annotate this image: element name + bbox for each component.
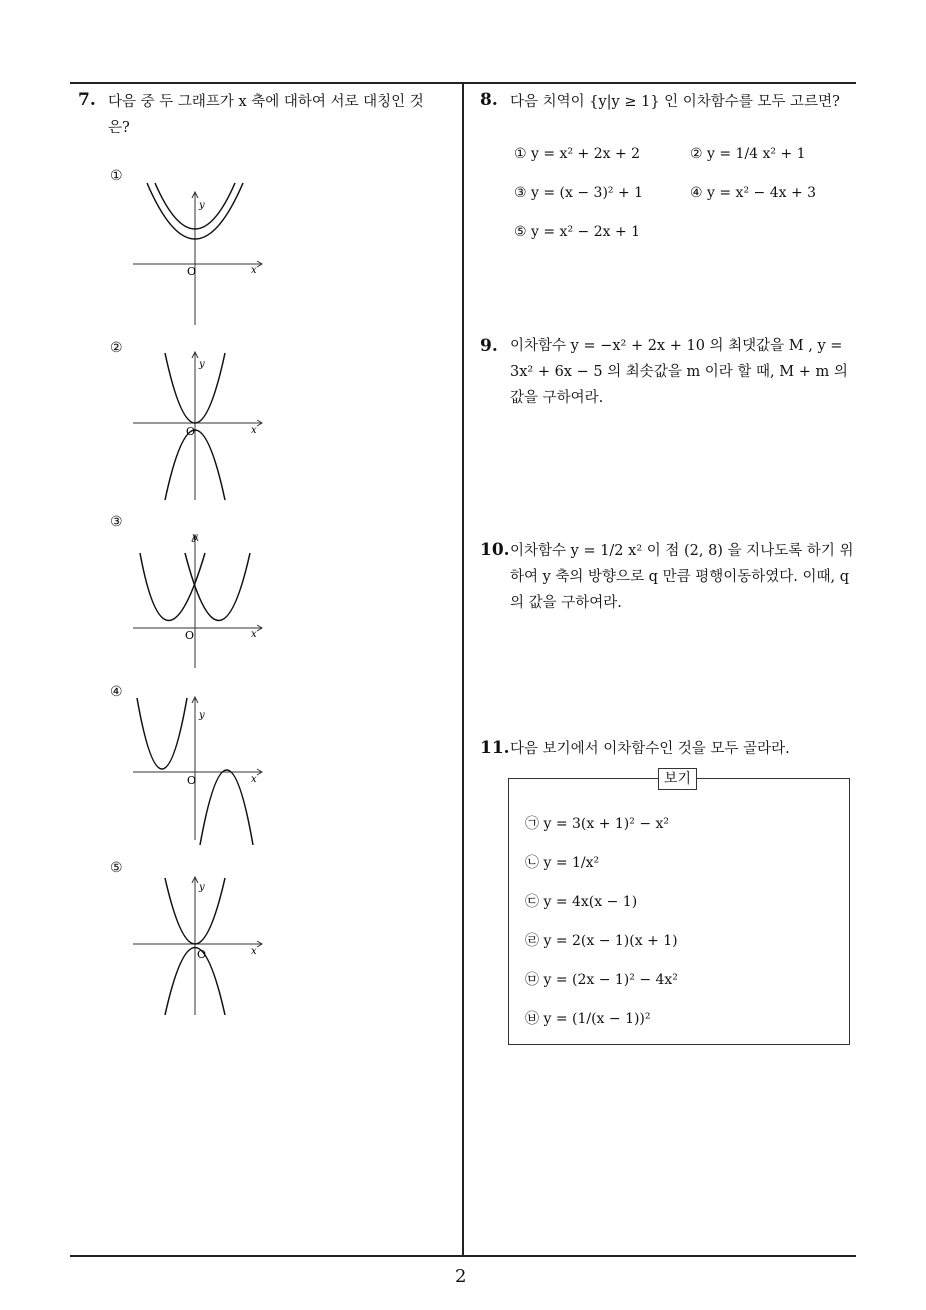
q11-item-2 xyxy=(525,852,599,872)
q8-option-1-mark: ① xyxy=(514,146,527,162)
q9-number: 9. xyxy=(480,336,498,356)
q7-graph3-x-label: x xyxy=(251,629,257,640)
q7-text-line2: 은? xyxy=(108,120,130,136)
q8-option-1-expr: y = x² + 2x + 2 xyxy=(531,146,641,162)
q7-graph1-x-label: x xyxy=(251,265,257,276)
q7-graph3-origin: O xyxy=(185,629,195,642)
q7-graph2-label: ② xyxy=(110,340,123,356)
q11-item-3-expr: y = 4x(x − 1) xyxy=(543,894,638,910)
q11-item-5-expr: y = (2x − 1)² − 4x² xyxy=(543,972,678,988)
q11-item-2-expr: y = 1/x² xyxy=(543,855,600,871)
q7-graph4-origin: O xyxy=(187,774,197,787)
q11-item-3 xyxy=(525,891,637,911)
q7-graph5-label: ⑤ xyxy=(110,860,123,876)
q10-line2: 하여 y 축의 방향으로 q 만큼 평행이동하였다. 이때, q xyxy=(510,569,849,585)
q8-option-4-expr: y = x² − 4x + 3 xyxy=(707,185,817,201)
q7-graph1 xyxy=(125,175,270,330)
q7-graph4-y-label: y xyxy=(199,710,205,721)
q7-graph3-label: ③ xyxy=(110,514,123,530)
q7-graph1-origin: O xyxy=(187,265,197,278)
q11-item-4 xyxy=(525,930,678,950)
q8-option-4 xyxy=(690,185,816,201)
q10-line3: 의 값을 구하여라. xyxy=(510,595,622,611)
q7-graph2-origin: O xyxy=(186,425,196,438)
q7-graph2-y-label: y xyxy=(199,359,205,370)
q11-item-6 xyxy=(525,1008,651,1028)
page-number: 2 xyxy=(455,1266,467,1287)
q8-option-5-mark: ⑤ xyxy=(514,224,527,240)
q11-item-5-mark: ㉤ xyxy=(525,972,539,988)
q7-graph4 xyxy=(125,690,270,845)
q8-option-1 xyxy=(514,146,640,162)
q7-graph3-y-label: y xyxy=(192,532,198,543)
q7-graph4-x-label: x xyxy=(251,774,257,785)
q11-item-4-mark: ㉣ xyxy=(525,933,539,949)
q10-number: 10. xyxy=(480,540,510,560)
q7-graph5-origin: O xyxy=(197,948,207,961)
q8-option-4-mark: ④ xyxy=(690,185,703,201)
q11-item-1 xyxy=(525,813,669,833)
q8-option-3 xyxy=(514,185,643,201)
q11-item-6-expr: y = (1/(x − 1))² xyxy=(543,1011,651,1027)
q7-graph1-y-label: y xyxy=(199,200,205,211)
q7-graph2-x-label: x xyxy=(251,425,257,436)
q11-item-1-expr: y = 3(x + 1)² − x² xyxy=(543,816,670,832)
q11-number: 11. xyxy=(480,738,510,758)
q8-number: 8. xyxy=(480,90,498,110)
q11-item-6-mark: ㉥ xyxy=(525,1011,539,1027)
q8-option-5 xyxy=(514,224,640,240)
q11-item-3-mark: ㉢ xyxy=(525,894,539,910)
q8-option-3-expr: y = (x − 3)² + 1 xyxy=(531,185,644,201)
q8-option-5-expr: y = x² − 2x + 1 xyxy=(531,224,641,240)
column-divider xyxy=(462,82,464,1256)
q8-option-2-expr: y = 1/4 x² + 1 xyxy=(707,146,806,162)
q9-line1: 이차함수 y = −x² + 2x + 10 의 최댓값을 M , y = xyxy=(510,338,843,354)
q7-graph5 xyxy=(125,870,270,1020)
q7-graph3 xyxy=(125,528,270,673)
q7-graph4-label: ④ xyxy=(110,684,123,700)
q7-graph1-label: ① xyxy=(110,168,123,184)
q9-line2: 3x² + 6x − 5 의 최솟값을 m 이라 할 때, M + m 의 xyxy=(510,364,848,380)
q11-box-title: 보기 xyxy=(658,768,697,790)
q11-item-1-mark: ㉠ xyxy=(525,816,539,832)
q8-option-2 xyxy=(690,146,806,162)
q11-item-4-expr: y = 2(x − 1)(x + 1) xyxy=(543,933,678,949)
q7-graph5-y-label: y xyxy=(199,882,205,893)
q7-graph2 xyxy=(125,345,270,505)
q9-line3: 값을 구하여라. xyxy=(510,390,604,406)
q10-line1: 이차함수 y = 1/2 x² 이 점 (2, 8) 을 지나도록 하기 위 xyxy=(510,543,854,559)
q8-option-3-mark: ③ xyxy=(514,185,527,201)
q11-item-5 xyxy=(525,969,678,989)
q8-option-2-mark: ② xyxy=(690,146,703,162)
bottom-rule xyxy=(70,1255,856,1257)
q8-text: 다음 치역이 {y|y ≥ 1} 인 이차함수를 모두 고르면? xyxy=(510,94,840,110)
q7-number: 7. xyxy=(78,90,96,110)
q11-item-2-mark: ㉡ xyxy=(525,855,539,871)
q7-graph5-x-label: x xyxy=(251,946,257,957)
q7-text-line1: 다음 중 두 그래프가 x 축에 대하여 서로 대칭인 것 xyxy=(108,94,424,110)
q11-text: 다음 보기에서 이차함수인 것을 모두 골라라. xyxy=(510,741,790,757)
